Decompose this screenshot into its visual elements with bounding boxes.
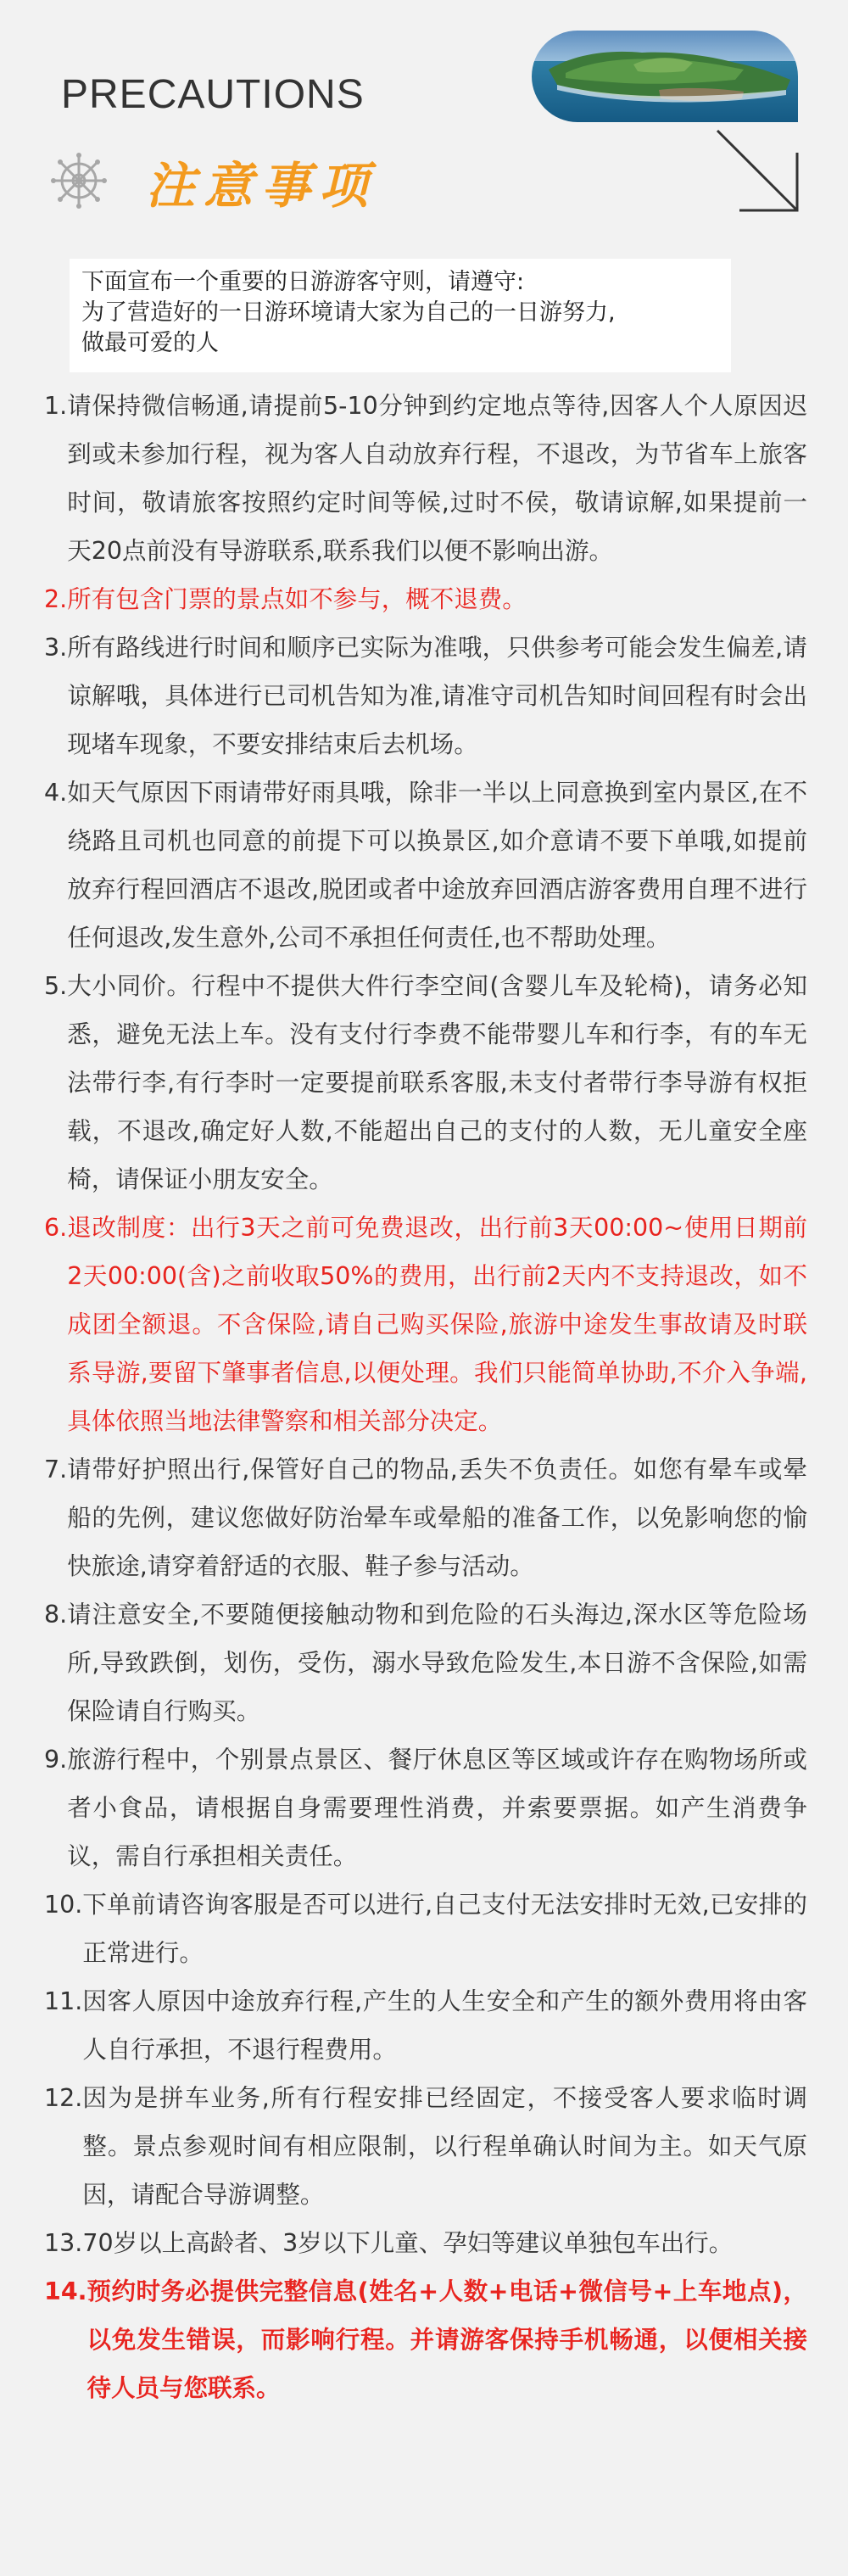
- rule-text: 因客人原因中途放弃行程,产生的人生安全和产生的额外费用将由客人自行承担，不退行程费用。: [82, 1987, 807, 2064]
- rule-text: 旅游行程中，个别景点景区、餐厅休息区等区域或许存在购物场所或者小食品，请根据自身需要理性消费，并索要票据。如产生消费争议，需自行承担相关责任。: [67, 1746, 807, 1870]
- rules-list: [44, 382, 807, 2412]
- rule-item-2: [44, 575, 807, 623]
- rule-number: 5.: [44, 972, 68, 1000]
- notice-line: 为了营造好的一日游环境请大家为自己的一日游努力,: [81, 299, 616, 326]
- rule-text: 如天气原因下雨请带好雨具哦，除非一半以上同意换到室内景区,在不绕路且司机也同意的前提下可以换景区,如介意请不要下单哦,如提前放弃行程回酒店不退改,脱团或者中途放弃回酒店游客费用自理不进行任何退改,发生意外,公司不承担任何责任,也不帮助处理。: [67, 779, 807, 952]
- rule-item-8: [44, 1590, 807, 1735]
- rule-number: 11.: [44, 1987, 83, 2015]
- header: [0, 0, 848, 246]
- rule-item-4: [44, 768, 807, 962]
- rule-item-10: [44, 1880, 807, 1977]
- rule-number: 3.: [44, 634, 68, 662]
- rule-text: 请注意安全,不要随便接触动物和到危险的石头海边,深水区等危险场所,导致跌倒，划伤，受伤，溺水导致危险发生,本日游不含保险,如需保险请自行购买。: [67, 1601, 807, 1725]
- rule-number: 14.: [44, 2277, 87, 2305]
- rule-item-7: [44, 1445, 807, 1590]
- rule-number: 10.: [44, 1891, 83, 1919]
- rule-text: 请带好护照出行,保管好自己的物品,丢失不负责任。如您有晕车或晕船的先例，建议您做好防治晕车或晕船的准备工作，以免影响您的愉快旅途,请穿着舒适的衣服、鞋子参与活动。: [67, 1456, 807, 1580]
- rule-item-12: [44, 2074, 807, 2219]
- rule-number: 8.: [44, 1601, 68, 1629]
- rule-number: 13.: [44, 2229, 83, 2257]
- arrow-down-right-icon: [714, 127, 806, 219]
- rule-text: 所有包含门票的景点如不参与，概不退费。: [67, 585, 527, 613]
- rule-text: 70岁以上高龄者、3岁以下儿童、孕妇等建议单独包车出行。: [82, 2229, 734, 2257]
- rule-text: 退改制度：出行3天之前可免费退改，出行前3天00:00~使用日期前2天00:00(含)之前收取50%的费用，出行前2天内不支持退改，如不成团全额退。不含保险,请自己购买保险,旅游中途发生事故请及时联系导游,要留下肇事者信息,以便处理。我们只能简单协助,不介入争端,具体依照当地法律警察和相关部分决定。: [67, 1214, 807, 1435]
- rule-item-6: [44, 1204, 807, 1445]
- rule-text: 大小同价。行程中不提供大件行李空间(含婴儿车及轮椅)，请务必知悉，避免无法上车。没有支付行李费不能带婴儿车和行李，有的车无法带行李,有行李时一定要提前联系客服,未支付者带行李导游有权拒载，不退改,确定好人数,不能超出自己的支付的人数，无儿童安全座椅，请保证小朋友安全。: [67, 972, 807, 1193]
- ship-wheel-icon: [49, 151, 109, 210]
- island-photo: [532, 31, 798, 122]
- rule-number: 4.: [44, 779, 68, 807]
- rule-text: 下单前请咨询客服是否可以进行,自己支付无法安排时无效,已安排的正常进行。: [82, 1891, 807, 1967]
- rule-number: 2.: [44, 585, 68, 613]
- rule-item-14: [44, 2267, 807, 2412]
- rule-number: 7.: [44, 1456, 68, 1484]
- rule-item-5: [44, 962, 807, 1204]
- rule-number: 12.: [44, 2084, 83, 2112]
- notice-line: 做最可爱的人: [81, 330, 219, 356]
- rule-text: 因为是拼车业务,所有行程安排已经固定，不接受客人要求临时调整。景点参观时间有相应限制，以行程单确认时间为主。如天气原因，请配合导游调整。: [82, 2084, 807, 2209]
- notice-box: [70, 259, 731, 372]
- rule-text: 请保持微信畅通,请提前5-10分钟到约定地点等待,因客人个人原因迟到或未参加行程，视为客人自动放弃行程，不退改，为节省车上旅客时间，敬请旅客按照约定时间等候,过时不侯，敬请谅解,如果提前一天20点前没有导游联系,联系我们以便不影响出游。: [67, 392, 807, 565]
- rule-item-9: [44, 1735, 807, 1880]
- rule-item-1: [44, 382, 807, 575]
- rule-item-13: [44, 2219, 807, 2267]
- rule-item-3: [44, 623, 807, 768]
- rule-text: 所有路线进行时间和顺序已实际为准哦，只供参考可能会发生偏差,请谅解哦，具体进行已司机告知为准,请准守司机告知时间回程有时会出现堵车现象，不要安排结束后去机场。: [67, 634, 807, 758]
- notice-line: 下面宣布一个重要的日游游客守则，请遵守:: [81, 269, 525, 295]
- page-title-cn: 注意事项: [146, 157, 377, 215]
- rule-number: 1.: [44, 392, 68, 420]
- rule-number: 6.: [44, 1214, 68, 1242]
- rule-number: 9.: [44, 1746, 68, 1774]
- rule-item-11: [44, 1977, 807, 2074]
- page-title-en: PRECAUTIONS: [61, 72, 365, 117]
- rule-text: 预约时务必提供完整信息(姓名+人数+电话+微信号+上车地点)，以免发生错误，而影响行程。并请游客保持手机畅通，以便相关接待人员与您联系。: [86, 2277, 807, 2402]
